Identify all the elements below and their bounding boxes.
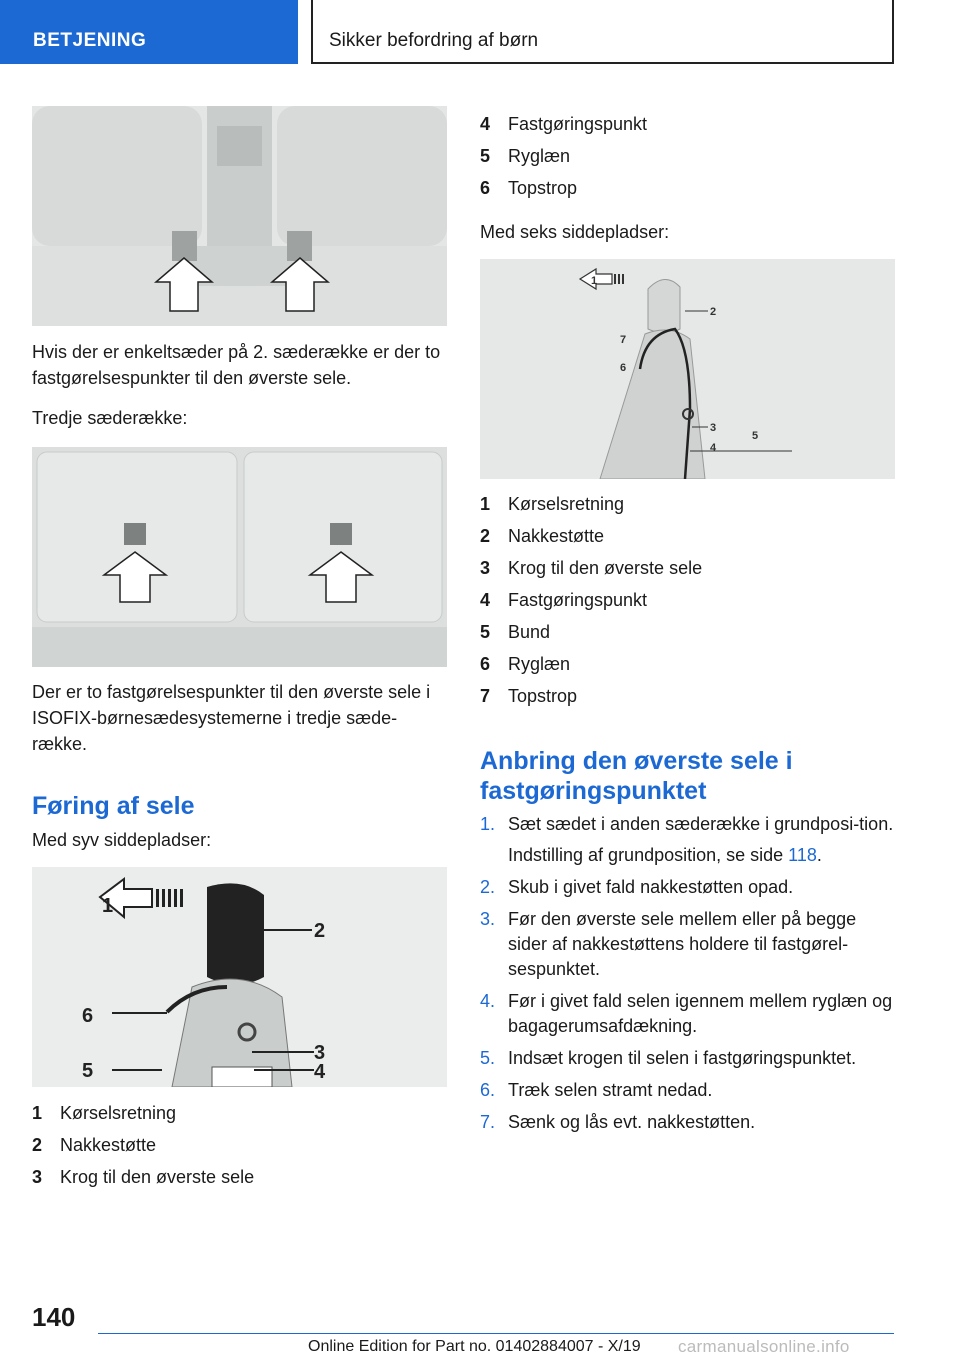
footer-divider: [98, 1333, 894, 1334]
list-item: 6 Ryglæn: [480, 654, 571, 674]
figure-label-2: 2: [314, 920, 326, 942]
figure-label-1: 1: [102, 895, 114, 917]
list-item: 4 Fastgøringspunkt: [480, 590, 648, 610]
list-item: 5 Ryglæn: [480, 146, 571, 166]
list-item: 3 Krog til den øverste sele: [480, 558, 703, 578]
section-tab: [0, 0, 298, 64]
diagram-six-seats: [480, 259, 895, 479]
watermark: carmanualsonline.info: [678, 1337, 850, 1356]
list-item: 3. Før den øverste sele mellem eller på begge sider af nakkestøttens holdere til fastgørel-sespunktet.: [480, 909, 857, 979]
list-item: 2. Skub i givet fald nakkestøtten opad.: [480, 877, 794, 897]
chapter-title: Sikker befordring af børn: [329, 30, 539, 51]
legend-seven-seats: [32, 1097, 452, 1193]
footer-edition: Online Edition for Part no. 01402884007 - X/19: [308, 1338, 641, 1355]
legend-seven-seats-continued: [480, 108, 900, 204]
section-label: BETJENING: [33, 30, 147, 51]
paragraph-isofix: Der er to fastgørelsespunkter til den øverste sele i ISOFIX-børnesædesystemerne i tredje sæde-række.: [32, 682, 431, 754]
cross-reference: Indstilling af grundposition, se side 118.: [508, 845, 822, 865]
list-item: 2 Nakkestøtte: [480, 526, 605, 546]
figure-label-6: 6: [620, 362, 627, 374]
figure-label-1: 1: [591, 275, 598, 287]
figure-label-4: 4: [314, 1061, 326, 1083]
heading-attach-belt: Anbring den øverste sele i fastgøringspunktet: [480, 747, 793, 805]
list-item: 4. Før i givet fald selen igennem mellem ryglæn og bagagerumsafdækning.: [480, 991, 893, 1036]
figure-label-3: 3: [710, 422, 717, 434]
list-item: 7 Topstrop: [480, 686, 578, 706]
list-item: 6. Træk selen stramt nedad.: [480, 1080, 713, 1100]
list-item: 1. Sæt sædet i anden sæderække i grundposi-tion. Indstilling af grundposition, se side 118.: [480, 812, 895, 868]
figure-label-6: 6: [82, 1005, 94, 1027]
heading-belt-routing: Føring af sele: [32, 792, 195, 820]
paragraph-six-seats: Med seks siddepladser:: [480, 222, 670, 242]
page-number: 140: [32, 1302, 76, 1332]
figure-label-5: 5: [752, 430, 759, 442]
figure-label-7: 7: [620, 334, 627, 346]
list-item: 1 Kørselsretning: [32, 1103, 177, 1123]
list-item: 2 Nakkestøtte: [32, 1135, 157, 1155]
paragraph-seven-seats: Med syv siddepladser:: [32, 830, 212, 850]
list-item: 6 Topstrop: [480, 178, 578, 198]
list-item: 4 Fastgøringspunkt: [480, 114, 648, 134]
figure-label-4: 4: [710, 442, 717, 454]
paragraph-single-seats: Hvis der er enkeltsæder på 2. sæderække er der to fastgørelsespunkter til den øverste sele.: [32, 342, 441, 388]
steps-attach-belt: [480, 812, 895, 1142]
diagram-seven-seats: [32, 867, 447, 1087]
legend-six-seats: [480, 488, 900, 712]
page-link[interactable]: 118: [788, 845, 817, 865]
figure-label-3: 3: [314, 1042, 326, 1064]
list-item: 7. Sænk og lås evt. nakkestøtten.: [480, 1112, 756, 1132]
figure-label-2: 2: [710, 306, 717, 318]
list-item: 5 Bund: [480, 622, 551, 642]
figure-label-5: 5: [82, 1060, 94, 1082]
list-item: 3 Krog til den øverste sele: [32, 1167, 255, 1187]
list-item: 1 Kørselsretning: [480, 494, 625, 514]
photo-third-row-anchors: [32, 447, 447, 667]
chapter-header: [311, 0, 894, 64]
list-item: 5. Indsæt krogen til selen i fastgøringspunktet.: [480, 1048, 857, 1068]
paragraph-third-row: Tredje sæderække:: [32, 408, 188, 428]
photo-second-row-anchors: [32, 106, 447, 326]
